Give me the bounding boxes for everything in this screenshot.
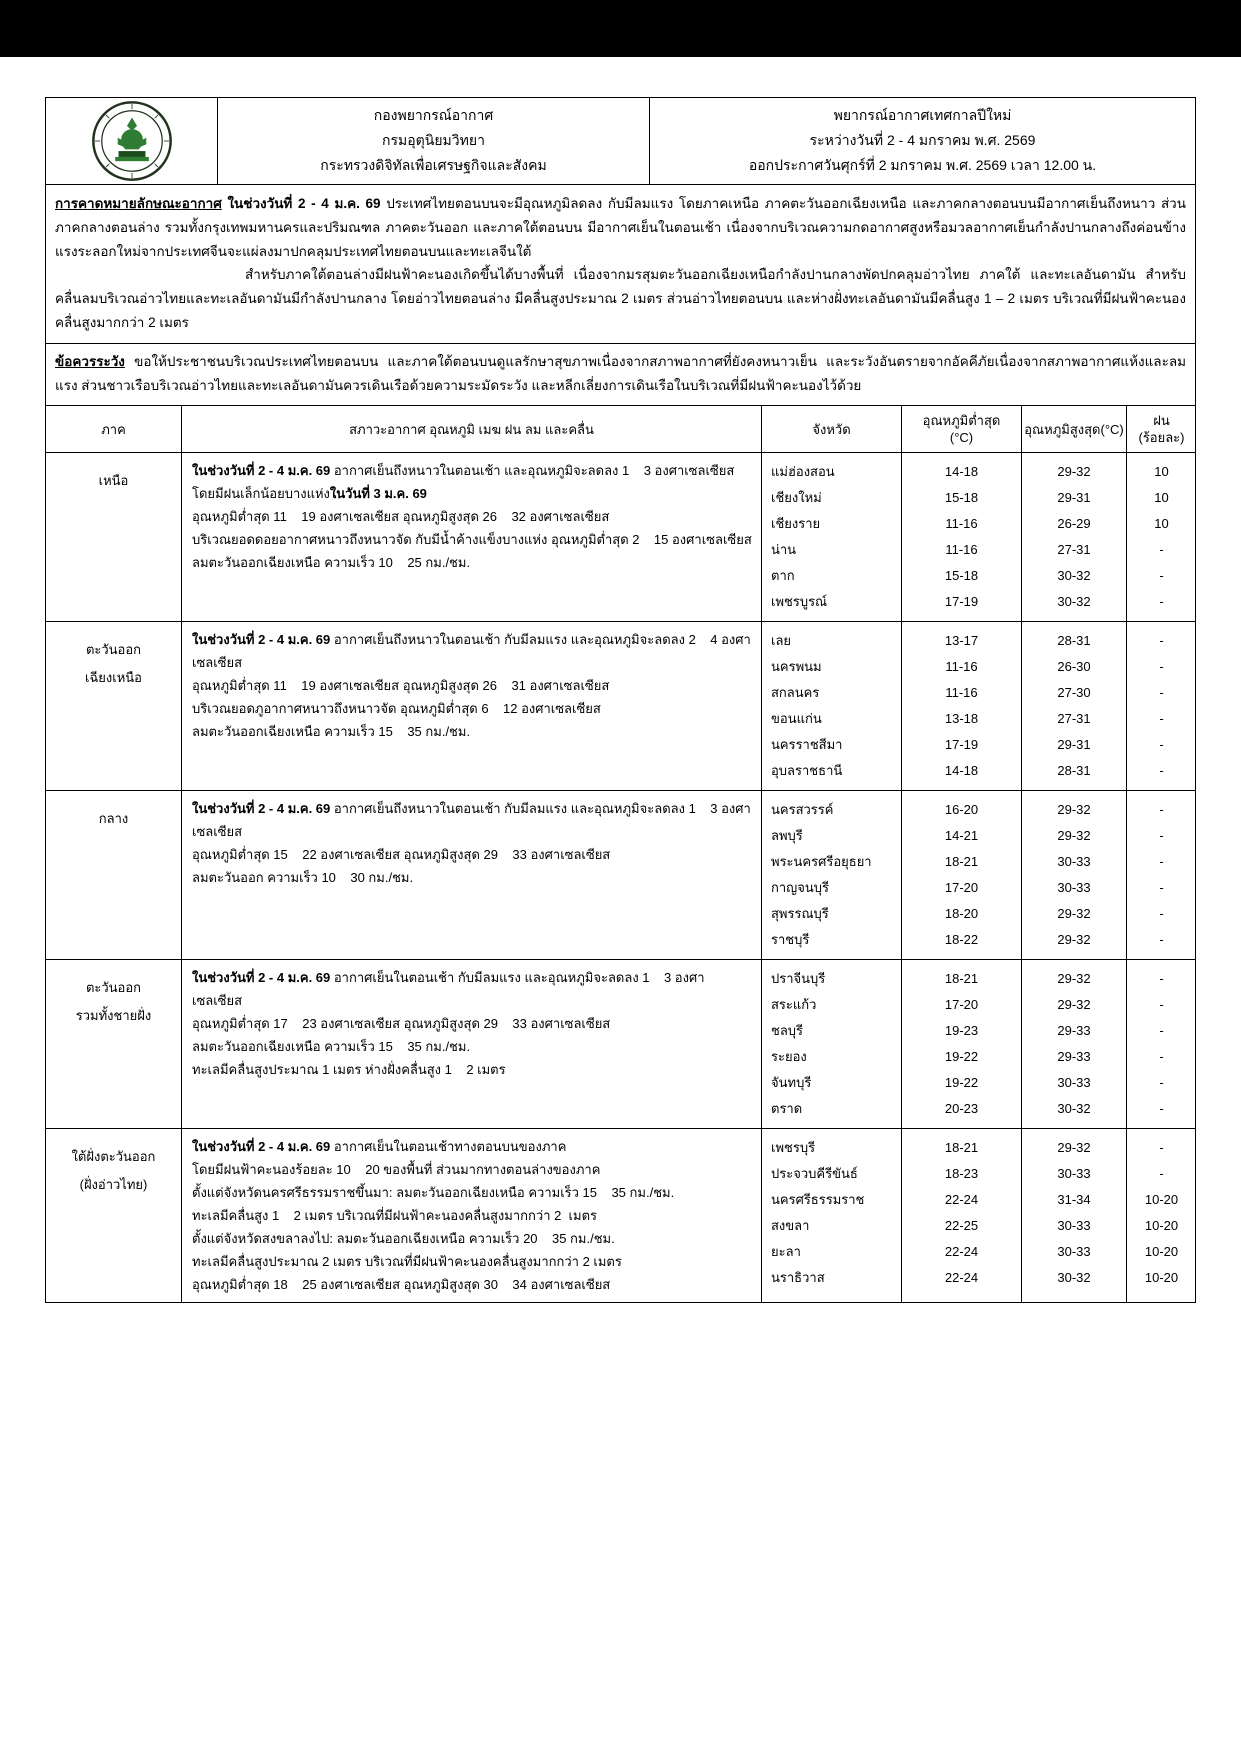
region-name-line: เหนือ bbox=[98, 473, 129, 489]
weather-text-segment: อากาศเย็นในตอนเช้า กับมีลมแรง และอุณหภูมิจะลดลง 1 3 องศาเซลเซียส bbox=[192, 970, 705, 1009]
rain-percent-value: - bbox=[1159, 659, 1164, 675]
forecast-body: ประเทศไทยตอนบนจะมีอุณหภูมิลดลง กับมีลมแรง โดยภาคเหนือ ภาคตะวันออกเฉียงเหนือ และภาคกลางตอนบนมีอากาศเย็นถึงหนาว ส่วนภาคกลางตอนล่าง รวมทั้งกรุงเทพมหานครและปริมณฑล ภาคตะวันออก และภาคใต้ตอนบน มีอากาศเย็นในตอนเช้า เนื่องจากบริเวณความกดอากาศสูงหรือมวลอากาศเย็นกำลังปานกลางถึงค่อนข้างแรงระลอกใหม่จากประเทศจีนจะแผ่ลงมาปกคลุมประเทศไทยตอนบนและทะเลจีนใต้ bbox=[55, 196, 1186, 259]
weather-text-segment: ในช่วงวันที่ 2 - 4 ม.ค. 69 bbox=[192, 632, 331, 648]
province-name: สุพรรณบุรี bbox=[771, 906, 829, 922]
province-name: สกลนคร bbox=[771, 685, 820, 701]
min-temp-value: 11-16 bbox=[945, 542, 978, 558]
weather-line bbox=[192, 966, 753, 1012]
min-temp-value: 14-21 bbox=[944, 828, 979, 844]
org-block bbox=[218, 98, 650, 184]
region-section bbox=[45, 959, 1196, 1129]
max-temp-value: 29-33 bbox=[1057, 1023, 1091, 1039]
rain-percent-list bbox=[1126, 622, 1196, 790]
weather-line bbox=[192, 459, 753, 482]
col-header-min-temp-line1: อุณหภูมิต่ำสุด bbox=[922, 413, 1001, 429]
weather-text-segment: ลมตะวันออกเฉียงเหนือ ความเร็ว 15 35 กม./ชม. bbox=[192, 724, 471, 740]
weather-line bbox=[192, 1181, 753, 1204]
min-temp-list bbox=[901, 1129, 1021, 1302]
weather-text-segment: ตั้งแต่จังหวัดนครศรีธรรมราชขึ้นมา: ลมตะวันออกเฉียงเหนือ ความเร็ว 15 35 กม./ชม. bbox=[192, 1185, 675, 1201]
max-temp-value: 30-33 bbox=[1057, 1244, 1091, 1260]
warning-lead: ข้อควรระวัง bbox=[55, 353, 125, 369]
weather-text-segment: ในช่วงวันที่ 2 - 4 ม.ค. 69 bbox=[192, 463, 331, 479]
max-temp-value: 29-33 bbox=[1057, 1049, 1091, 1065]
min-temp-value: 19-23 bbox=[944, 1023, 979, 1039]
col-header-region: ภาค bbox=[101, 421, 126, 437]
province-name: ชลบุรี bbox=[771, 1023, 804, 1039]
weather-text-segment: ลมตะวันออกเฉียงเหนือ ความเร็ว 10 25 กม./ชม. bbox=[192, 555, 471, 571]
max-temp-value: 30-32 bbox=[1057, 1270, 1091, 1286]
min-temp-value: 15-18 bbox=[944, 490, 979, 506]
min-temp-value: 11-16 bbox=[945, 659, 978, 675]
max-temp-value: 29-31 bbox=[1057, 737, 1091, 753]
max-temp-value: 26-30 bbox=[1057, 659, 1091, 675]
max-temp-value: 28-31 bbox=[1057, 763, 1091, 779]
province-name: เพชรบูรณ์ bbox=[771, 594, 828, 610]
forecast-paragraph-2: สำหรับภาคใต้ตอนล่างมีฝนฟ้าคะนองเกิดขึ้นได้บางพื้นที่ เนื่องจากมรสุมตะวันออกเฉียงเหนือกำลังปานกลางพัดปกคลุมอ่าวไทย ภาคใต้ และทะเลอันดามัน สำหรับคลื่นลมบริเวณอ่าวไทยและทะเลอันดามันมีกำลังปานกลาง โดยอ่าวไทยตอนล่าง มีคลื่นสูงประมาณ 2 เมตร ส่วนอ่าวไทยตอนบน และห่างฝั่งทะเลอันดามันมีคลื่นสูง 1 – 2 เมตร บริเวณที่มีฝนฟ้าคะนองคลื่นสูงมากกว่า 2 เมตร bbox=[55, 267, 1186, 330]
region-name bbox=[46, 960, 181, 1128]
province-name: ประจวบคีรีขันธ์ bbox=[771, 1166, 858, 1182]
weather-description bbox=[181, 791, 761, 959]
rain-percent-value: - bbox=[1159, 711, 1164, 727]
province-name: พระนครศรีอยุธยา bbox=[771, 854, 872, 870]
max-temp-value: 30-32 bbox=[1057, 594, 1091, 610]
min-temp-value: 18-21 bbox=[944, 971, 979, 987]
col-header-rain-line2: (ร้อยละ) bbox=[1138, 430, 1185, 446]
rain-percent-value: - bbox=[1159, 763, 1164, 779]
weather-text-segment: ลมตะวันออกเฉียงเหนือ ความเร็ว 15 35 กม./ชม. bbox=[192, 1039, 471, 1055]
max-temp-value: 30-33 bbox=[1057, 880, 1091, 896]
weather-text-segment: อุณหภูมิต่ำสุด 18 25 องศาเซลเซียส อุณหภูมิสูงสุด 30 34 องศาเซลเซียส bbox=[192, 1277, 611, 1293]
weather-text-segment: อุณหภูมิต่ำสุด 15 22 องศาเซลเซียส อุณหภูมิสูงสุด 29 33 องศาเซลเซียส bbox=[192, 847, 611, 863]
weather-line bbox=[192, 720, 753, 743]
max-temp-value: 29-32 bbox=[1057, 828, 1091, 844]
col-header-province: จังหวัด bbox=[761, 406, 901, 452]
min-temp-value: 13-18 bbox=[944, 711, 979, 727]
max-temp-value: 30-32 bbox=[1057, 568, 1091, 584]
max-temp-value: 29-32 bbox=[1057, 932, 1091, 948]
org-line-3: กระทรวงดิจิทัลเพื่อเศรษฐกิจและสังคม bbox=[320, 157, 547, 173]
min-temp-value: 18-21 bbox=[944, 1140, 979, 1156]
weather-text-segment: ในช่วงวันที่ 2 - 4 ม.ค. 69 bbox=[192, 970, 331, 986]
weather-text-segment: ตั้งแต่จังหวัดสงขลาลงไป: ลมตะวันออกเฉียงเหนือ ความเร็ว 20 35 กม./ชม. bbox=[192, 1231, 615, 1247]
weather-line bbox=[192, 1273, 753, 1296]
rain-percent-value: - bbox=[1159, 1101, 1164, 1117]
weather-line bbox=[192, 1035, 753, 1058]
rain-percent-value: - bbox=[1159, 568, 1164, 584]
col-header-weather: สภาวะอากาศ อุณหภูมิ เมฆ ฝน ลม และคลื่น bbox=[181, 406, 761, 452]
province-name: อุบลราชธานี bbox=[771, 763, 843, 779]
rain-percent-value: - bbox=[1159, 542, 1164, 558]
province-name: ยะลา bbox=[771, 1244, 801, 1260]
rain-percent-value: - bbox=[1159, 737, 1164, 753]
weather-text-segment: อุณหภูมิต่ำสุด 11 19 องศาเซลเซียส อุณหภูมิสูงสุด 26 32 องศาเซลเซียส bbox=[192, 509, 610, 525]
weather-line bbox=[192, 551, 753, 574]
bulletin-title: พยากรณ์อากาศเทศกาลปีใหม่ bbox=[833, 107, 1012, 123]
forecast-date: ในช่วงวันที่ 2 - 4 ม.ค. 69 bbox=[221, 196, 381, 211]
col-header-rain-line1: ฝน bbox=[1153, 413, 1170, 429]
min-temp-list bbox=[901, 791, 1021, 959]
province-list bbox=[761, 453, 901, 621]
weather-line bbox=[192, 1227, 753, 1250]
weather-text-segment: ทะเลมีคลื่นสูงประมาณ 1 เมตร ห่างฝั่งคลื่นสูง 1 2 เมตร bbox=[192, 1062, 506, 1078]
province-name: ตราด bbox=[771, 1101, 803, 1117]
weather-text-segment: ในช่วงวันที่ 2 - 4 ม.ค. 69 bbox=[192, 1139, 331, 1155]
region-name-line: กลาง bbox=[98, 811, 129, 827]
weather-text-segment: โดยมีฝนฟ้าคะนองร้อยละ 10 20 ของพื้นที่ ส่วนมากทางตอนล่างของภาค bbox=[192, 1162, 601, 1178]
rain-percent-value: - bbox=[1159, 854, 1164, 870]
rain-percent-value: 10 bbox=[1154, 490, 1169, 506]
weather-description bbox=[181, 622, 761, 790]
rain-percent-value: 10-20 bbox=[1144, 1192, 1179, 1208]
min-temp-value: 13-17 bbox=[944, 633, 979, 649]
weather-text-segment: ทะเลมีคลื่นสูง 1 2 เมตร บริเวณที่มีฝนฟ้าคะนองคลื่นสูงมากกว่า 2 เมตร bbox=[192, 1208, 597, 1224]
province-name: นครราชสีมา bbox=[771, 737, 843, 753]
province-name: เพชรบุรี bbox=[771, 1140, 816, 1156]
province-name: สงขลา bbox=[771, 1218, 810, 1234]
weather-line bbox=[192, 1012, 753, 1035]
min-temp-list bbox=[901, 622, 1021, 790]
min-temp-value: 17-19 bbox=[944, 737, 979, 753]
region-name bbox=[46, 1129, 181, 1302]
forecast-table-header bbox=[45, 405, 1196, 453]
province-name: ปราจีนบุรี bbox=[771, 971, 826, 987]
province-name: ตาก bbox=[771, 568, 795, 584]
rain-percent-value: - bbox=[1159, 633, 1164, 649]
weather-line bbox=[192, 1158, 753, 1181]
min-temp-value: 11-16 bbox=[945, 685, 978, 701]
weather-text-segment: อากาศเย็นถึงหนาวในตอนเช้า กับมีลมแรง และอุณหภูมิจะลดลง 1 3 องศาเซลเซียส bbox=[192, 801, 751, 840]
max-temp-value: 27-31 bbox=[1057, 711, 1091, 727]
min-temp-list bbox=[901, 960, 1021, 1128]
col-header-min-temp-line2: (°C) bbox=[949, 430, 974, 446]
province-list bbox=[761, 791, 901, 959]
rain-percent-value: - bbox=[1159, 828, 1164, 844]
min-temp-value: 17-20 bbox=[944, 997, 979, 1013]
weather-text-segment: อุณหภูมิต่ำสุด 11 19 องศาเซลเซียส อุณหภูมิสูงสุด 26 31 องศาเซลเซียส bbox=[192, 678, 610, 694]
max-temp-value: 29-32 bbox=[1057, 997, 1091, 1013]
rain-percent-value: 10-20 bbox=[1144, 1270, 1179, 1286]
province-name: นราธิวาส bbox=[771, 1270, 825, 1286]
min-temp-value: 22-24 bbox=[944, 1244, 979, 1260]
col-header-rain bbox=[1126, 406, 1196, 452]
province-name: ระยอง bbox=[771, 1049, 807, 1065]
rain-percent-value: - bbox=[1159, 932, 1164, 948]
min-temp-value: 20-23 bbox=[944, 1101, 979, 1117]
rain-percent-list bbox=[1126, 453, 1196, 621]
max-temp-value: 29-32 bbox=[1057, 464, 1091, 480]
province-name: นครศรีธรรมราช bbox=[771, 1192, 865, 1208]
province-name: นครพนม bbox=[771, 659, 822, 675]
weather-line bbox=[192, 1250, 753, 1273]
rain-percent-value: - bbox=[1159, 1075, 1164, 1091]
weather-line bbox=[192, 1204, 753, 1227]
region-section bbox=[45, 1128, 1196, 1303]
viewer-top-bar bbox=[0, 0, 1241, 57]
weather-line bbox=[192, 1058, 753, 1081]
weather-line bbox=[192, 674, 753, 697]
min-temp-value: 14-18 bbox=[944, 464, 979, 480]
weather-text-segment: อากาศเย็นในตอนเช้าทางตอนบนของภาค bbox=[330, 1139, 567, 1155]
rain-percent-value: 10-20 bbox=[1144, 1244, 1179, 1260]
min-temp-value: 19-22 bbox=[944, 1075, 979, 1091]
region-name-line: ตะวันออก bbox=[85, 642, 142, 658]
max-temp-value: 29-32 bbox=[1057, 971, 1091, 987]
rain-percent-value: - bbox=[1159, 594, 1164, 610]
weather-text-segment: บริเวณยอดภูอากาศหนาวถึงหนาวจัด อุณหภูมิต่ำสุด 6 12 องศาเซลเซียส bbox=[192, 701, 601, 717]
region-section bbox=[45, 621, 1196, 791]
rain-percent-value: - bbox=[1159, 997, 1164, 1013]
min-temp-value: 22-24 bbox=[944, 1192, 979, 1208]
max-temp-list bbox=[1021, 791, 1126, 959]
weather-description bbox=[181, 1129, 761, 1302]
max-temp-value: 29-32 bbox=[1057, 906, 1091, 922]
rain-percent-list bbox=[1126, 960, 1196, 1128]
max-temp-value: 31-34 bbox=[1057, 1192, 1091, 1208]
province-name: ลพบุรี bbox=[771, 828, 803, 844]
forecast-paragraph-1 bbox=[55, 192, 1186, 263]
bulletin-title-block bbox=[650, 98, 1195, 184]
province-name: นครสวรรค์ bbox=[771, 802, 834, 818]
region-name-line: ใต้ฝั่งตะวันออก bbox=[71, 1149, 156, 1165]
rain-percent-list bbox=[1126, 791, 1196, 959]
weather-text-segment: อากาศเย็นถึงหนาวในตอนเช้า กับมีลมแรง และอุณหภูมิจะลดลง 2 4 องศาเซลเซียส bbox=[192, 632, 751, 671]
weather-line bbox=[192, 697, 753, 720]
rain-percent-value: - bbox=[1159, 1166, 1164, 1182]
col-header-min-temp bbox=[901, 406, 1021, 452]
region-name bbox=[46, 791, 181, 959]
document-header bbox=[45, 97, 1196, 185]
min-temp-value: 17-19 bbox=[944, 594, 979, 610]
weather-text-segment: บริเวณยอดดอยอากาศหนาวถึงหนาวจัด กับมีน้ำค้างแข็งบางแห่ง อุณหภูมิต่ำสุด 2 15 องศาเซลเซียส bbox=[192, 532, 752, 548]
weather-line bbox=[192, 866, 753, 889]
rain-percent-value: 10-20 bbox=[1144, 1218, 1179, 1234]
weather-text-segment: โดยมีฝนเล็กน้อยบางแห่ง bbox=[192, 486, 330, 502]
province-list bbox=[761, 1129, 901, 1302]
weather-description bbox=[181, 453, 761, 621]
rain-percent-value: - bbox=[1159, 906, 1164, 922]
logo-cell bbox=[46, 98, 218, 184]
weather-line bbox=[192, 528, 753, 551]
bulletin-date-range: ระหว่างวันที่ 2 - 4 มกราคม พ.ศ. 2569 bbox=[809, 132, 1036, 148]
org-line-1: กองพยากรณ์อากาศ bbox=[373, 107, 494, 123]
min-temp-value: 18-23 bbox=[944, 1166, 979, 1182]
rain-percent-value: - bbox=[1159, 1023, 1164, 1039]
bulletin-issue-time: ออกประกาศวันศุกร์ที่ 2 มกราคม พ.ศ. 2569 เวลา 12.00 น. bbox=[748, 157, 1097, 173]
region-name-line: ตะวันออก bbox=[85, 980, 142, 996]
weather-line bbox=[192, 797, 753, 843]
province-name: กาญจนบุรี bbox=[771, 880, 829, 896]
min-temp-value: 22-25 bbox=[944, 1218, 979, 1234]
max-temp-value: 30-33 bbox=[1057, 1218, 1091, 1234]
province-list bbox=[761, 622, 901, 790]
province-name: จันทบุรี bbox=[771, 1075, 812, 1091]
province-list bbox=[761, 960, 901, 1128]
max-temp-list bbox=[1021, 960, 1126, 1128]
tmd-department-seal-icon bbox=[90, 99, 174, 183]
min-temp-value: 17-20 bbox=[944, 880, 979, 896]
min-temp-value: 11-16 bbox=[945, 516, 978, 532]
warning-body: ขอให้ประชาชนบริเวณประเทศไทยตอนบน และภาคใต้ตอนบนดูแลรักษาสุขภาพเนื่องจากสภาพอากาศที่ยังคงหนาวเย็น และระวังอันตรายจากอัคคีภัยเนื่องจากสภาพอากาศแห้งและลมแรง ส่วนชาวเรือบริเวณอ่าวไทยและทะเลอันดามันควรเดินเรือด้วยความระมัดระวัง และหลีกเลี่ยงการเดินเรือในบริเวณที่มีฝนฟ้าคะนองไว้ด้วย bbox=[55, 353, 1186, 393]
max-temp-value: 29-32 bbox=[1057, 802, 1091, 818]
min-temp-value: 15-18 bbox=[944, 568, 979, 584]
rain-percent-value: - bbox=[1159, 685, 1164, 701]
rain-percent-list bbox=[1126, 1129, 1196, 1302]
weather-text-segment: ลมตะวันออก ความเร็ว 10 30 กม./ชม. bbox=[192, 870, 414, 886]
max-temp-value: 30-33 bbox=[1057, 854, 1091, 870]
rain-percent-value: 10 bbox=[1154, 464, 1169, 480]
min-temp-value: 22-24 bbox=[944, 1270, 979, 1286]
region-name-line: เฉียงเหนือ bbox=[85, 670, 142, 686]
weather-text-segment: อากาศเย็นถึงหนาวในตอนเช้า และอุณหภูมิจะลดลง 1 3 องศาเซลเซียส bbox=[330, 463, 735, 479]
weather-text-segment: ทะเลมีคลื่นสูงประมาณ 2 เมตร บริเวณที่มีฝนฟ้าคะนองคลื่นสูงมากกว่า 2 เมตร bbox=[192, 1254, 622, 1270]
max-temp-value: 26-29 bbox=[1057, 516, 1091, 532]
region-name-line: รวมทั้งชายฝั่ง bbox=[75, 1008, 152, 1024]
province-name: เชียงราย bbox=[771, 516, 821, 532]
max-temp-list bbox=[1021, 1129, 1126, 1302]
min-temp-value: 18-22 bbox=[944, 932, 979, 948]
org-line-2: กรมอุตุนิยมวิทยา bbox=[382, 132, 485, 148]
max-temp-value: 27-31 bbox=[1057, 542, 1091, 558]
rain-percent-value: 10 bbox=[1154, 516, 1169, 532]
max-temp-value: 30-32 bbox=[1057, 1101, 1091, 1117]
min-temp-value: 14-18 bbox=[944, 763, 979, 779]
weather-text-segment: ในช่วงวันที่ 2 - 4 ม.ค. 69 bbox=[192, 801, 331, 817]
min-temp-value: 16-20 bbox=[944, 802, 979, 818]
weather-line bbox=[192, 482, 753, 505]
weather-line bbox=[192, 843, 753, 866]
region-name bbox=[46, 453, 181, 621]
rain-percent-value: - bbox=[1159, 1140, 1164, 1156]
weather-text-segment: อุณหภูมิต่ำสุด 17 23 องศาเซลเซียส อุณหภูมิสูงสุด 29 33 องศาเซลเซียส bbox=[192, 1016, 611, 1032]
rain-percent-value: - bbox=[1159, 971, 1164, 987]
province-name: เลย bbox=[771, 633, 792, 649]
weather-line bbox=[192, 628, 753, 674]
province-name: ราชบุรี bbox=[771, 932, 810, 948]
weather-line bbox=[192, 505, 753, 528]
max-temp-value: 27-30 bbox=[1057, 685, 1091, 701]
weather-text-segment: ในวันที่ 3 ม.ค. 69 bbox=[329, 486, 427, 502]
max-temp-value: 30-33 bbox=[1057, 1075, 1091, 1091]
weather-description bbox=[181, 960, 761, 1128]
max-temp-value: 30-33 bbox=[1057, 1166, 1091, 1182]
province-name: เชียงใหม่ bbox=[771, 490, 822, 506]
max-temp-value: 29-31 bbox=[1057, 490, 1091, 506]
max-temp-value: 29-32 bbox=[1057, 1140, 1091, 1156]
province-name: สระแก้ว bbox=[771, 997, 817, 1013]
region-name bbox=[46, 622, 181, 790]
max-temp-list bbox=[1021, 453, 1126, 621]
min-temp-value: 18-20 bbox=[944, 906, 979, 922]
warning-section bbox=[45, 343, 1196, 407]
max-temp-value: 28-31 bbox=[1057, 633, 1091, 649]
region-name-line: (ฝั่งอ่าวไทย) bbox=[79, 1177, 148, 1193]
forecast-table-body bbox=[45, 452, 1196, 1303]
min-temp-value: 18-21 bbox=[944, 854, 979, 870]
forecast-section bbox=[45, 184, 1196, 344]
min-temp-value: 19-22 bbox=[944, 1049, 979, 1065]
province-name: ขอนแก่น bbox=[771, 711, 822, 727]
col-header-max-temp: อุณหภูมิสูงสุด(°C) bbox=[1021, 406, 1126, 452]
min-temp-list bbox=[901, 453, 1021, 621]
document-page bbox=[45, 98, 1196, 1303]
forecast-lead: การคาดหมายลักษณะอากาศ bbox=[55, 196, 222, 211]
rain-percent-value: - bbox=[1159, 880, 1164, 896]
rain-percent-value: - bbox=[1159, 1049, 1164, 1065]
region-section bbox=[45, 452, 1196, 622]
province-name: แม่ฮ่องสอน bbox=[771, 464, 835, 480]
province-name: น่าน bbox=[771, 542, 797, 558]
region-section bbox=[45, 790, 1196, 960]
max-temp-list bbox=[1021, 622, 1126, 790]
weather-line bbox=[192, 1135, 753, 1158]
rain-percent-value: - bbox=[1159, 802, 1164, 818]
